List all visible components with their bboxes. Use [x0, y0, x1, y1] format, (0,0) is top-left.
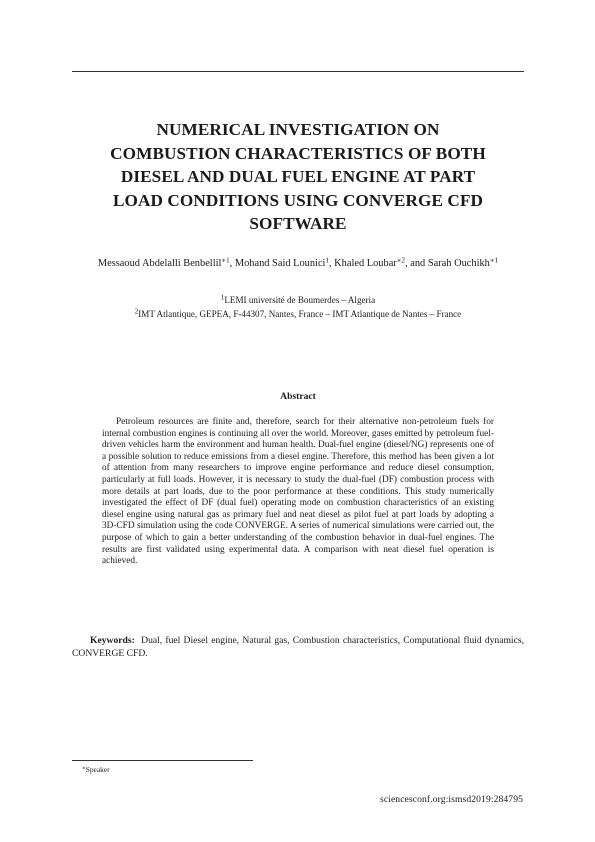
author-name: Khaled Loubar [334, 258, 397, 269]
header-rule [72, 71, 524, 72]
title-line: NUMERICAL INVESTIGATION ON [156, 120, 440, 139]
paper-title [72, 118, 524, 236]
author-separator: , and [405, 258, 428, 269]
keywords-paragraph [72, 635, 524, 660]
affiliation [72, 293, 524, 307]
author-mark: ∗2 [396, 256, 406, 265]
keywords-text: Dual, fuel Diesel engine, Natural gas, Combustion characteristics, Computational fluid dynamics, CONVERGE CFD. [72, 635, 524, 659]
abstract-heading: Abstract [280, 391, 316, 402]
affiliation-mark: 1 [220, 293, 225, 302]
title-line: COMBUSTION CHARACTERISTICS OF BOTH [110, 143, 486, 163]
affiliation [72, 307, 524, 321]
abstract-body: Petroleum resources are finite and, therefore, search for their alternative non-petroleum fuels for internal combustion engines is continuing all over the world. Moreover, gases emitted by petroleum fuel-driven vehicles harm the environment and human health. Dual-fuel engine (diesel/NG) represents one of a possible solution to reduce emissions from a diesel engine. Therefore, this method has been given a lot of attention from many researchers to improve engine performance and reduce diesel consumption, particularly at full loads. However, it is necessary to study the dual-fuel (DF) combustion process with more details at part loads, due to the poor performance at these conditions. This study numerically investigated the effect of DF (dual fuel) operating mode on combustion characteristics of an existing diesel engine using natural gas as primary fuel and neat diesel as pilot fuel at part loads by adopting a 3D-CFD simulation using the code CONVERGE. A series of numerical simulations were carried out, the purpose of which to gain a better understanding of the combustion behavior in dual-fuel engines. The results are first validated using experimental data. A comparison with neat diesel fuel operation is achieved. [102, 417, 494, 567]
author-separator: , [229, 258, 235, 269]
footnote-text: Speaker [85, 765, 110, 774]
author-mark: ∗1 [489, 256, 499, 265]
footnote-rule [72, 760, 253, 761]
author-name: Mohand Said Lounici [234, 258, 326, 269]
title-line: LOAD CONDITIONS USING CONVERGE CFD [112, 190, 484, 210]
author-name: Sarah Ouchikh [427, 258, 490, 269]
keywords-label: Keywords: [90, 635, 135, 646]
footnote [82, 765, 110, 774]
author-mark: 1 [325, 256, 329, 265]
title-line: DIESEL AND DUAL FUEL ENGINE AT PART [120, 167, 476, 186]
author-separator: , [328, 258, 335, 269]
footnote-mark: ∗ [82, 765, 86, 772]
affiliation-text: IMT Atlantique, GEPEA, F-44307, Nantes, France – IMT Atlantique de Nantes – France [138, 309, 462, 319]
affiliation-text: LEMI université de Boumerdes – Algeria [224, 295, 376, 305]
affiliation-mark: 2 [134, 307, 139, 316]
author-list [72, 257, 524, 271]
title-line: SOFTWARE [249, 214, 347, 233]
page-identifier: sciencesconf.org:ismsd2019:284795 [379, 794, 523, 805]
author-name: Messaoud Abdelalli Benbellil [97, 258, 222, 269]
affiliation-list [72, 293, 524, 321]
author-mark: ∗1 [221, 256, 230, 265]
